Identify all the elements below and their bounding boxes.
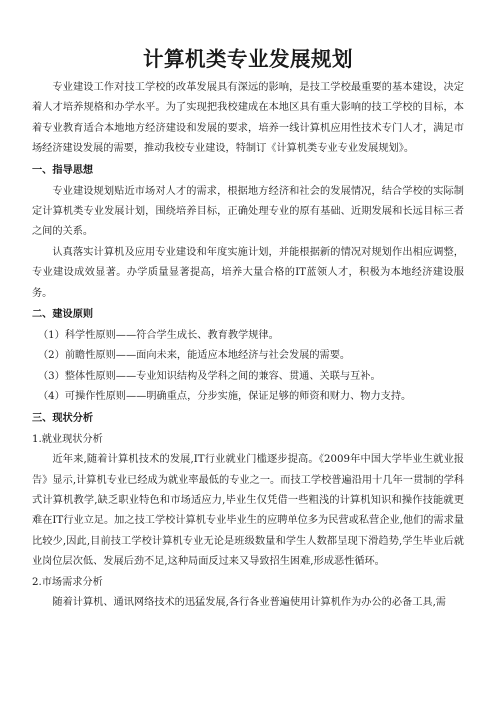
principle-item-1: （1）科学性原则——符合学生成长、教育教学规律。 (38, 330, 279, 342)
subsection-title-market-demand: 2.市场需求分析 (32, 576, 103, 588)
section-heading-status-analysis: 三、现状分析 (32, 412, 94, 424)
principle-item-3: （3）整体性原则——专业知识结构及学科之间的兼容、贯通、关联与互补。 (38, 370, 381, 382)
market-demand-paragraph: 随着计算机、通讯网络技术的迅猛发展,各行各业普遍使用计算机作为办公的必备工具,需 (52, 596, 446, 608)
principle-item-2: （2）前瞻性原则——面向未来，能适应本地经济与社会发展的需要。 (38, 350, 351, 362)
subsection-title-employment: 1.就业现状分析 (32, 433, 103, 445)
intro-paragraph: 专业建设工作对技工学校的改革发展具有深远的影响，是技工学校最重要的基本建设，决定着人才培养规格和办学水平。为了实现把我校建成在本地区具有重大影响的技工学校的目标，本着专业教育适合本地地方经济建设和发展的要求，培养一线计算机应用性技术专门人才，满足市场经济建设发展的需要，推动我校专业建设，特制订《计算机类专业专业发展规划》。 (32, 82, 464, 155)
document-title: 计算机类专业发展规划 (143, 47, 353, 71)
section-heading-principles: 二、建设原则 (32, 309, 94, 321)
guiding-thought-paragraph-1: 专业建设规划贴近市场对人才的需求，根据地方经济和社会的发展情况，结合学校的实际制定计算机类专业发展计划，围绕培养目标，正确处理专业的原有基础、近期发展和长远目标三者之间的关系。 (32, 185, 464, 238)
employment-analysis-paragraph: 近年来,随着计算机技术的发展,IT行业就业门槛逐步提高。《2009年中国大学毕业生就业报告》显示,计算机专业已经成为就业率最低的专业之一。而技工学校普遍沿用十几年一贯制的学科式计算机教学,缺乏职业特色和市场适应力,毕业生仅凭借一些粗浅的计算机知识和操作技能就更难在IT行业立足。加之技工学校计算机专业毕业生的应聘单位多为民营或私营企业,他们的需求量比较少,因此,目前技工学校计算机专业无论是班级数量和学生人数都呈现下滑趋势,学生毕业后就业岗位层次低、发展后劲不足,这种局面反过来又导致招生困难,形成恶性循环。 (32, 454, 464, 568)
guiding-thought-paragraph-2: 认真落实计算机及应用专业建设和年度实施计划，并能根据新的情况对规划作出相应调整，专业建设成效显著。办学质量显著提高，培养大量合格的IT蓝领人才，积极为本地经济建设服务。 (32, 246, 464, 299)
section-heading-guiding-thought: 一、指导思想 (32, 164, 94, 176)
principle-item-4: （4）可操作性原则——明确重点，分步实施，保证足够的师资和财力、物力支持。 (38, 391, 412, 403)
